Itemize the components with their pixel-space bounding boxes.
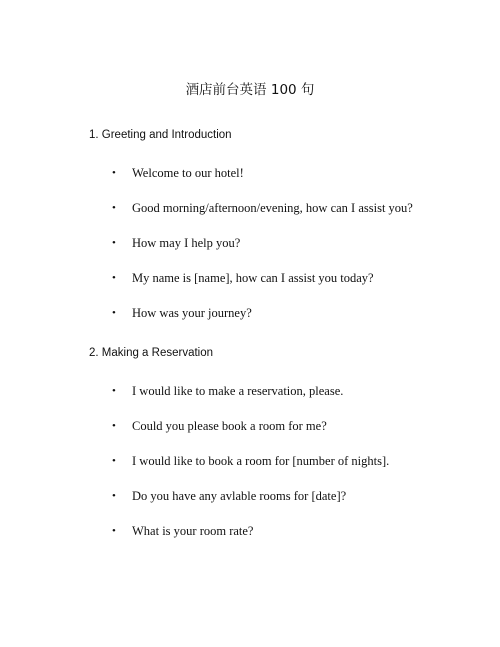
section-heading-reservation: 2. Making a Reservation: [89, 347, 214, 359]
list-item-text: How was your journey?: [132, 306, 252, 320]
page-title: 酒店前台英语 100 句: [185, 82, 315, 98]
bullet-icon: •: [112, 202, 116, 214]
section-heading-greeting: 1. Greeting and Introduction: [89, 129, 232, 141]
list-item-text: Welcome to our hotel!: [132, 166, 244, 180]
bullet-icon: •: [112, 237, 116, 249]
bullet-icon: •: [112, 490, 116, 502]
list-item-text: I would like to make a reservation, please.: [132, 384, 344, 398]
list-item-text: Could you please book a room for me?: [132, 419, 327, 433]
bullet-icon: •: [112, 167, 116, 179]
list-item-text: I would like to book a room for [number of nights].: [132, 454, 390, 468]
bullet-icon: •: [112, 455, 116, 467]
bullet-icon: •: [112, 385, 116, 397]
list-item-text: What is your room rate?: [132, 524, 254, 538]
bullet-icon: •: [112, 420, 116, 432]
list-item-text: Do you have any avlable rooms for [date]?: [132, 489, 347, 503]
bullet-icon: •: [112, 525, 116, 537]
list-item-text: How may I help you?: [132, 236, 241, 250]
list-item-text: My name is [name], how can I assist you today?: [132, 271, 374, 285]
bullet-icon: •: [112, 272, 116, 284]
bullet-icon: •: [112, 307, 116, 319]
list-item-text: Good morning/afternoon/evening, how can I assist you?: [132, 201, 413, 215]
